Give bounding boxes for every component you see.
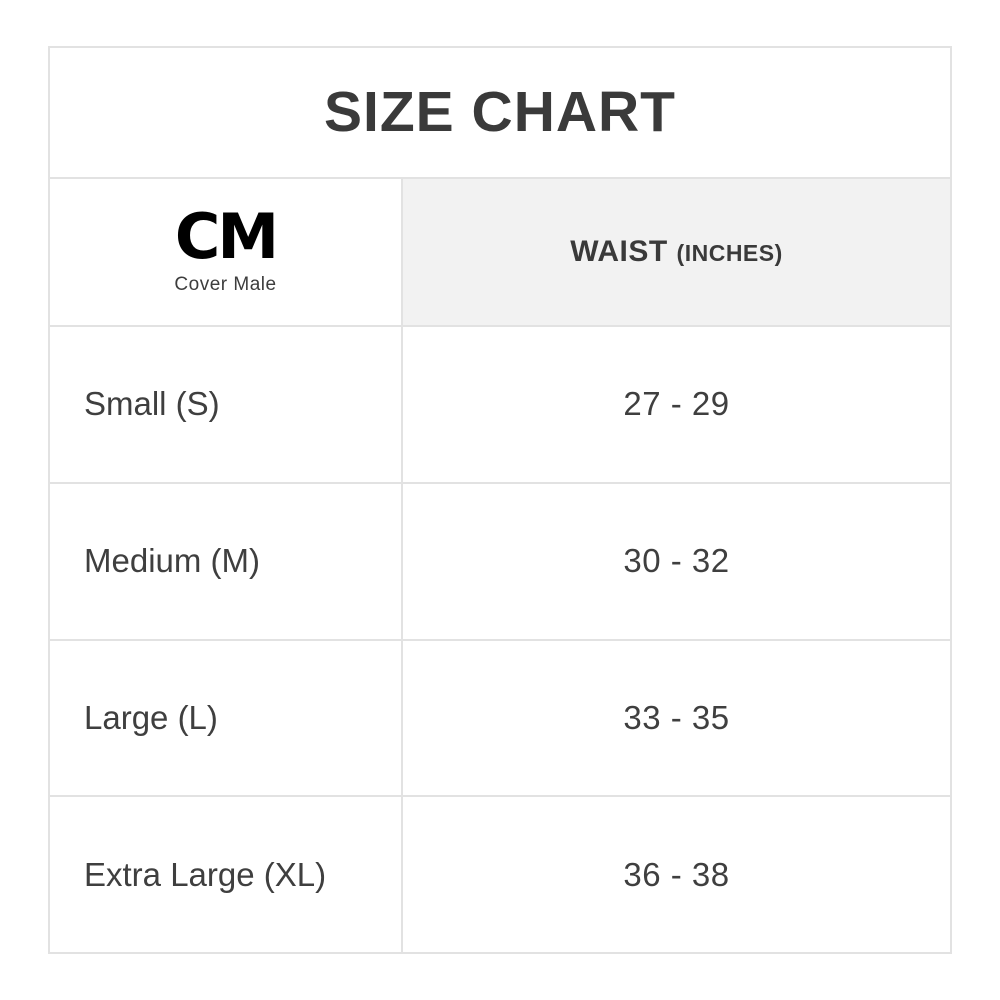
column-header-waist-unit: (INCHES) xyxy=(676,240,783,266)
size-cell xyxy=(50,327,403,482)
size-label: Small (S) xyxy=(84,385,220,423)
waist-cell xyxy=(403,484,950,639)
waist-value: 30 - 32 xyxy=(623,542,730,580)
size-label: Extra Large (XL) xyxy=(84,855,327,893)
measurement-header-cell xyxy=(403,179,950,325)
table-row xyxy=(50,797,950,952)
waist-value: 36 - 38 xyxy=(623,855,730,893)
table-row xyxy=(50,641,950,798)
column-header-waist-main: WAIST xyxy=(570,235,677,268)
column-header-waist xyxy=(570,235,783,269)
table-header-row xyxy=(50,179,950,327)
size-label: Medium (M) xyxy=(84,542,261,580)
table-row xyxy=(50,327,950,484)
page-title: SIZE CHART xyxy=(324,80,676,144)
chart-title-row xyxy=(50,48,950,179)
waist-cell xyxy=(403,797,950,952)
waist-value: 27 - 29 xyxy=(623,385,730,423)
size-cell xyxy=(50,797,403,952)
size-chart-table xyxy=(48,46,952,954)
waist-value: 33 - 35 xyxy=(623,698,730,736)
brand-name: Cover Male xyxy=(174,274,277,296)
table-row xyxy=(50,484,950,641)
brand-monogram: CM xyxy=(174,199,277,273)
size-label: Large (L) xyxy=(84,698,218,736)
brand-logo-cell xyxy=(50,179,403,325)
waist-cell xyxy=(403,641,950,796)
size-cell xyxy=(50,641,403,796)
size-cell xyxy=(50,484,403,639)
waist-cell xyxy=(403,327,950,482)
